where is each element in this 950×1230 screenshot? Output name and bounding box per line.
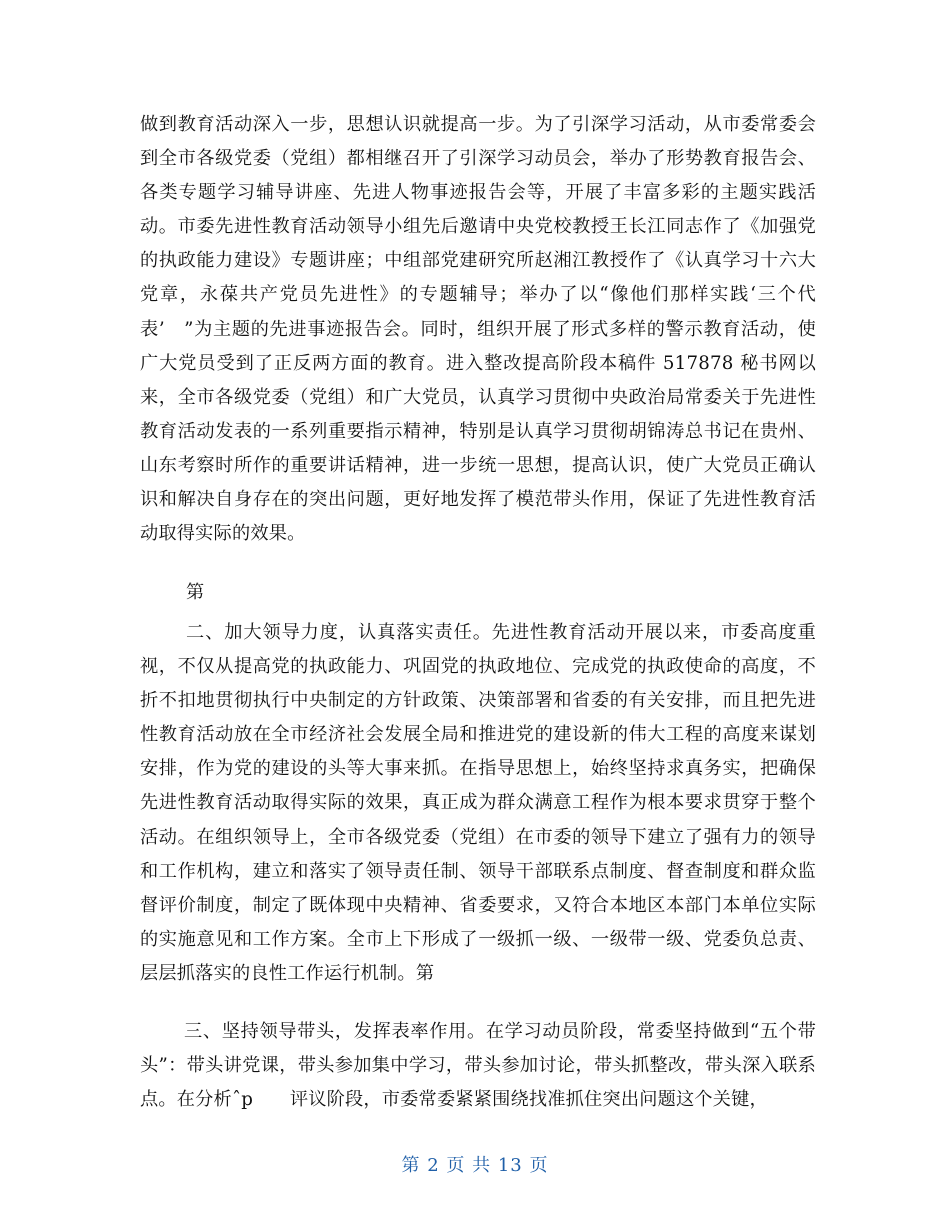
paragraph-text: 做到教育活动深入一步，思想认识就提高一步。为了引深学习活动，从市委常委会到全市各级党委（党组）都相继召开了引深学习动员会，举办了形势教育报告会、各类专题学习辅导讲座、先进人物事迹报告会等，开展了丰富多彩的主题实践活动。市委先进性教育活动领导小组先后邀请中央党校教授王长江同志作了《加强党的执政能力建设》专题讲座；中组部党建研究所赵湘江教授作了《认真学习十六大党章，永葆共产党员先进性》的专题辅导；举办了以“像他们那样实践‘三个代表’ ”为主题的先进事迹报告会。同时，组织开展了形式多样的警示教育活动，使广大党员受到了正反两方面的教育。进入整改提高阶段本稿件 517878 秘书网以来，全市各级党委（党组）和广大党员，认真学习贯彻中央政治局常委关于先进性教育活动发表的一系列重要指示精神，特别是认真学习贯彻胡锦涛总书记在贵州、山东考察时所作的重要讲话精神，进一步统一思想，提高认识，使广大党员正确认识和解决自身存在的突出问题，更好地发挥了模范带头作用，保证了先进性教育活动取得实际的效果。 <box>140 114 816 545</box>
paragraph-heading-fragment <box>140 576 816 610</box>
paragraph-leaders-lead-by-example <box>140 1015 816 1117</box>
paragraph-education-activities <box>140 108 816 551</box>
paragraph-text: 二、加大领导力度，认真落实责任。先进性教育活动开展以来，市委高度重视，不仅从提高党的执政能力、巩固党的执政地位、完成党的执政使命的高度，不折不扣地贯彻执行中央制定的方针政策、决策部署和省委的有关安排，而且把先进性教育活动放在全市经济社会发展全局和推进党的建设新的伟大工程的高度来谋划安排，作为党的建设的头等大事来抓。在指导思想上，始终坚持求真务实，把确保先进性教育活动取得实际的效果，真正成为群众满意工程作为根本要求贯穿于整个活动。在组织领导上，全市各级党委（党组）在市委的领导下建立了强有力的领导和工作机构，建立和落实了领导责任制、领导干部联系点制度、督查制度和群众监督评价制度，制定了既体现中央精神、省委要求，又符合本地区本部门本单位实际的实施意见和工作方案。全市上下形成了一级抓一级、一级带一级、党委负总责、层层抓落实的良性工作运行机制。第 <box>140 622 816 984</box>
paragraph-text: 第 <box>186 582 205 603</box>
paragraph-text: 三、坚持领导带头，发挥表率作用。在学习动员阶段，常委坚持做到“五个带头”：带头讲党课，带头参加集中学习，带头参加讨论，带头抓整改，带头深入联系点。在分析ˆp 评议阶段，市委常委紧紧围绕找准抓住突出问题这个关键， <box>140 1021 816 1111</box>
paragraph-leadership-responsibility <box>140 616 816 991</box>
page-number-footer: 第 2 页 共 13 页 <box>401 1155 549 1176</box>
